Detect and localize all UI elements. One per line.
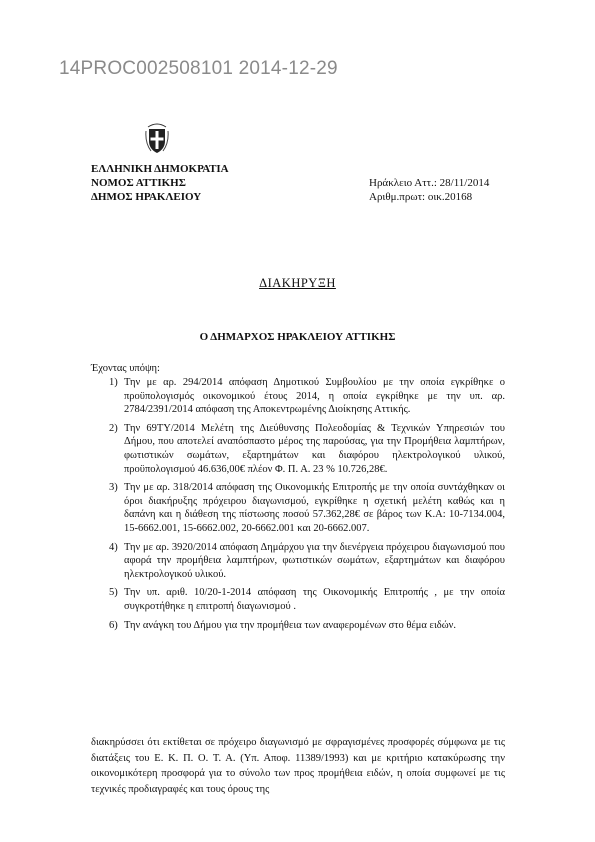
list-item-number: 3): [109, 482, 118, 494]
considerations-list: [109, 376, 505, 637]
list-item: [109, 376, 505, 417]
list-item-number: 6): [109, 619, 118, 631]
list-item-number: 4): [109, 541, 118, 553]
list-item-text: Την με αρ. 3920/2014 απόφαση Δημάρχου για την διενέργεια πρόχειρου διαγωνισμού που αφορά την προμήθεια λαμπτήρων, φωτιστικών σωμάτων, εξαρτημάτων και διαφόρου ηλεκτρολογικού υλικού.: [124, 541, 505, 580]
document-subtitle: Ο ΔΗΜΑΡΧΟΣ ΗΡΑΚΛΕΙΟΥ ΑΤΤΙΚΗΣ: [199, 331, 396, 343]
list-item-text: Την με αρ. 294/2014 απόφαση Δημοτικού Συμβουλίου με την οποία εγκρίθηκε ο προϋπολογισμός οικονομικού έτους 2014, η οποία εγκρίθηκε με την υπ. αρ. 2784/2391/2014 απόφαση της Αποκεντρωμένης Διοίκησης Αττικής.: [124, 377, 505, 416]
list-item: [109, 619, 505, 633]
document-stamp: 14PROC002508101 2014-12-29: [59, 58, 338, 79]
list-item: [109, 422, 505, 476]
list-item-text: Την 69ΤΥ/2014 Μελέτη της Διεύθυνσης Πολεοδομίας & Τεχνικών Υπηρεσιών του Δήμου, που αποτελεί αναπόσπαστο μέρος της παρούσας, για την Προμήθεια λαμπτήρων, φωτιστικών σωμάτων, εξαρτημάτων και διαφόρου ηλεκτρολογικού υλικού, προϋπολογισμού 46.636,00€ πλέον Φ. Π. Α. 23 % 10.726,28€.: [124, 422, 505, 475]
list-item-text: Την με αρ. 318/2014 απόφαση της Οικονομικής Επιτροπής με την οποία συντάχθηκαν οι όροι διακήρυξης πρόχειρου διαγωνισμού, εγκρίθηκε η σχετική μελέτη καθώς και η δαπάνη και η διάθεση της πίστωσης ποσού 57.362,28€ σε βάρος των Κ.Α: 10-7134.004, 15-6662.001, 15-6662.002, 20-6662.001 και 20-6662.007.: [124, 482, 505, 534]
greek-coat-of-arms-icon: [145, 121, 169, 155]
list-item: [109, 481, 505, 535]
list-item-number: 2): [109, 422, 118, 434]
protocol-number: Αριθμ.πρωτ: οικ.20168: [369, 191, 473, 203]
reference-block: [369, 176, 489, 204]
list-item: [109, 586, 505, 613]
closing-paragraph: διακηρύσσει ότι εκτίθεται σε πρόχειρο διαγωνισμό με σφραγισμένες προσφορές σύμφωνα με τις διατάξεις του Ε. Κ. Π. Ο. Τ. Α. (Υπ. Αποφ. 11389/1993) και με κριτήριο κατακύρωσης την οικονομικότερη προσφορά για το σύνολο των προς προμήθεια ειδών, η οποία συμφωνεί με τις τεχνικές προδιαγραφές και τους όρους της: [91, 737, 505, 795]
list-item-number: 1): [109, 377, 118, 388]
list-item: [109, 541, 505, 582]
intro-text: Έχοντας υπόψη:: [91, 363, 160, 374]
issuer-country: ΕΛΛΗΝΙΚΗ ΔΗΜΟΚΡΑΤΙΑ: [91, 163, 229, 175]
list-item-text: Την ανάγκη του Δήμου για την προμήθεια των αναφερομένων στο θέμα ειδών.: [124, 619, 457, 631]
list-item-number: 5): [109, 587, 118, 599]
document-title: ΔΙΑΚΗΡΥΞΗ: [259, 276, 336, 290]
document-date: Ηράκλειο Αττ.: 28/11/2014: [369, 177, 490, 189]
issuer-block: [91, 162, 229, 204]
issuer-prefecture: ΝΟΜΟΣ ΑΤΤΙΚΗΣ: [91, 177, 186, 189]
issuer-municipality: ΔΗΜΟΣ ΗΡΑΚΛΕΙΟΥ: [91, 191, 202, 203]
list-item-text: Την υπ. αριθ. 10/20-1-2014 απόφαση της Οικονομικής Επιτροπής , με την οποία συγκροτήθηκε η επιτροπή διαγωνισμού .: [124, 587, 505, 612]
